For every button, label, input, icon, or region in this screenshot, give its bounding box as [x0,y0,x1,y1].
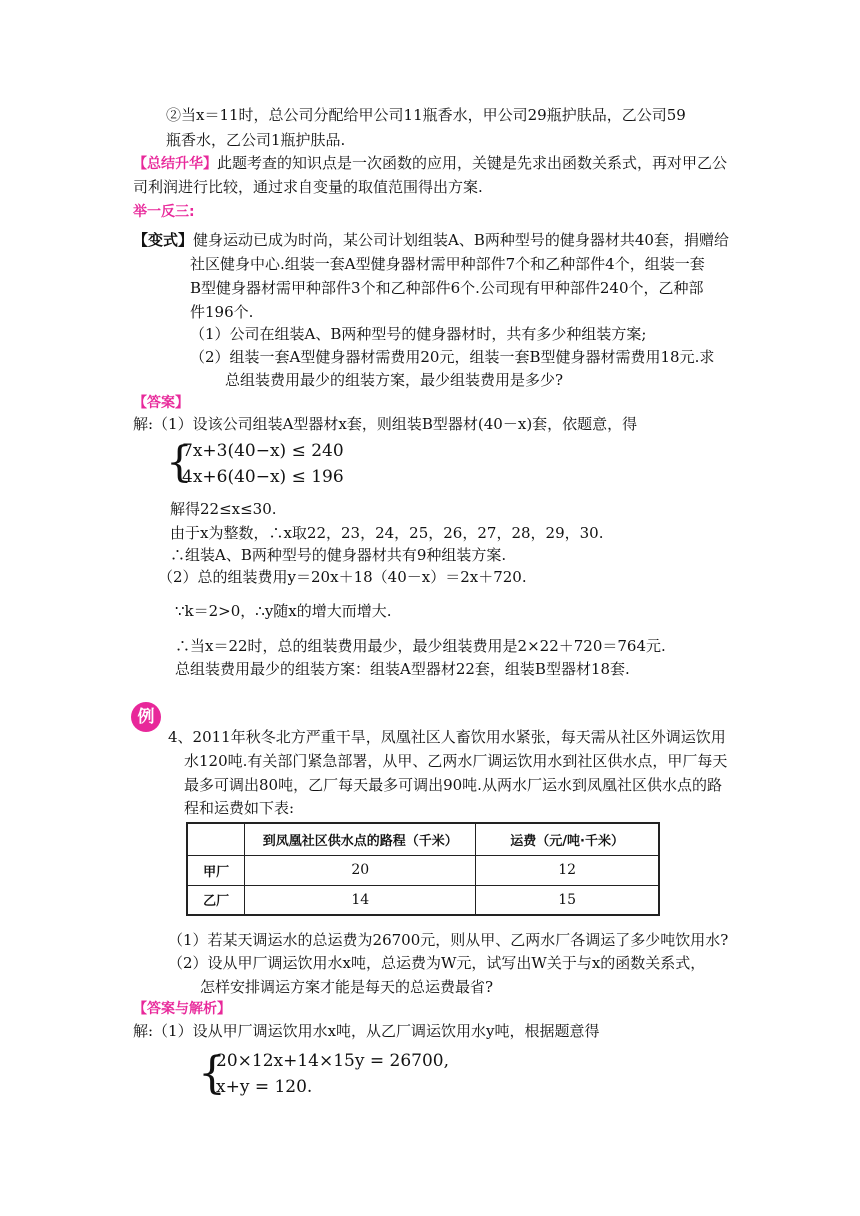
answer-analysis-tag: 【答案与解析】 [133,1001,231,1017]
example-line-4: 程和运费如下表: [184,799,295,817]
table-cell: 甲厂 [187,855,245,885]
table-header-cell [187,823,245,855]
solution-step: （2）总的组装费用y＝20x＋18（40－x）＝2x＋720. [158,568,527,586]
table-cell: 15 [476,885,659,915]
equation-1: 20×12x+14×15y = 26700, [216,1051,449,1071]
summary-text-2: 司利润进行比较，通过求自变量的取值范围得出方案. [133,178,483,196]
summary-line [133,152,727,175]
table-cell: 14 [245,885,476,915]
solution-step: 解得22≤x≤30. [170,500,277,518]
brace-icon: { [166,437,193,486]
variant-tag: 【变式】 [133,231,194,249]
table-header-row [187,823,659,855]
example-line-3: 最多可调出80吨，乙厂每天最多可调出90吨.从两水厂运水到凤凰社区供水点的路 [184,776,722,794]
answer-tag: 【答案】 [133,395,189,411]
solution-intro: 解:（1）设该公司组装A型器材x套，则组装B型器材(40－x)套，依题意，得 [133,415,638,433]
example-badge: 例 [131,702,161,732]
variant-line [133,229,729,251]
solution-step: ∴组装A、B两种型号的健身器材共有9种组装方案. [170,546,507,564]
equation-2: x+y = 120. [216,1077,313,1097]
question-2: （2）设从甲厂调运饮用水x吨，总运费为W元，试写出W关于与x的函数关系式， [168,954,706,972]
table-cell: 12 [476,855,659,885]
solution-step: 总组装费用最少的组装方案：组装A型器材22套，组装B型器材18套. [175,660,630,678]
fare-table [186,822,660,916]
question-2b: 怎样安排调运方案才能是每天的总运费最省? [200,978,494,996]
table-row [187,885,659,915]
variant-question-1: （1）公司在组装A、B两种型号的健身器材时，共有多少种组装方案; [190,325,647,343]
practice-heading: 举一反三: [133,204,195,220]
solution-step: ∵k＝2>0，∴y随x的增大而增大. [175,602,392,620]
summary-text: 此题考查的知识点是一次函数的应用，关键是先求出函数关系式，再对甲乙公 [217,154,728,172]
inequality-1: 7x+3(40−x) ≤ 240 [182,441,344,461]
table-row [187,855,659,885]
inequality-2: 4x+6(40−x) ≤ 196 [182,467,344,487]
table-cell: 20 [245,855,476,885]
example-line-2: 水120吨.有关部门紧急部署，从甲、乙两水厂调运饮用水到社区供水点，甲厂每天 [184,752,728,770]
variant-line-4: 件196个. [190,303,254,321]
variant-question-2b: 总组装费用最少的组装方案，最少组装费用是多少? [225,371,564,389]
summary-tag: 【总结升华】 [133,156,217,172]
variant-line-3: B型健身器材需甲种部件3个和乙种部件6个.公司现有甲种部件240个，乙种部 [190,279,704,297]
variant-question-2: （2）组装一套A型健身器材需费用20元，组装一套B型健身器材需费用18元.求 [190,348,715,366]
solution-step: ∴当x＝22时，总的组装费用最少，最少组装费用是2×22＋720＝764元. [175,637,666,655]
brace-icon: { [198,1048,226,1099]
table-header-cell: 运费（元/吨·千米） [476,823,659,855]
text-line: 瓶香水，乙公司1瓶护肤品. [166,131,346,149]
question-1: （1）若某天调运水的总运费为26700元，则从甲、乙两水厂各调运了多少吨饮用水? [168,931,729,949]
solution2-intro: 解:（1）设从甲厂调运饮用水x吨，从乙厂调运饮用水y吨，根据题意得 [133,1022,600,1040]
solution-step: 由于x为整数，∴x取22，23，24，25，26，27，28，29，30. [170,524,604,542]
table-cell: 乙厂 [187,885,245,915]
text-line: ②当x＝11时，总公司分配给甲公司11瓶香水，甲公司29瓶护肤品，乙公司59 [166,106,686,124]
example-line-1: 4、2011年秋冬北方严重干旱，凤凰社区人畜饮用水紧张，每天需从社区外调运饮用 [168,728,726,746]
variant-line-2: 社区健身中心.组装一套A型健身器材需甲种部件7个和乙种部件4个，组装一套 [190,255,705,273]
variant-text: 健身运动已成为时尚，某公司计划组装A、B两种型号的健身器材共40套，捐赠给 [193,231,729,249]
table-header-cell: 到凤凰社区供水点的路程（千米） [245,823,476,855]
